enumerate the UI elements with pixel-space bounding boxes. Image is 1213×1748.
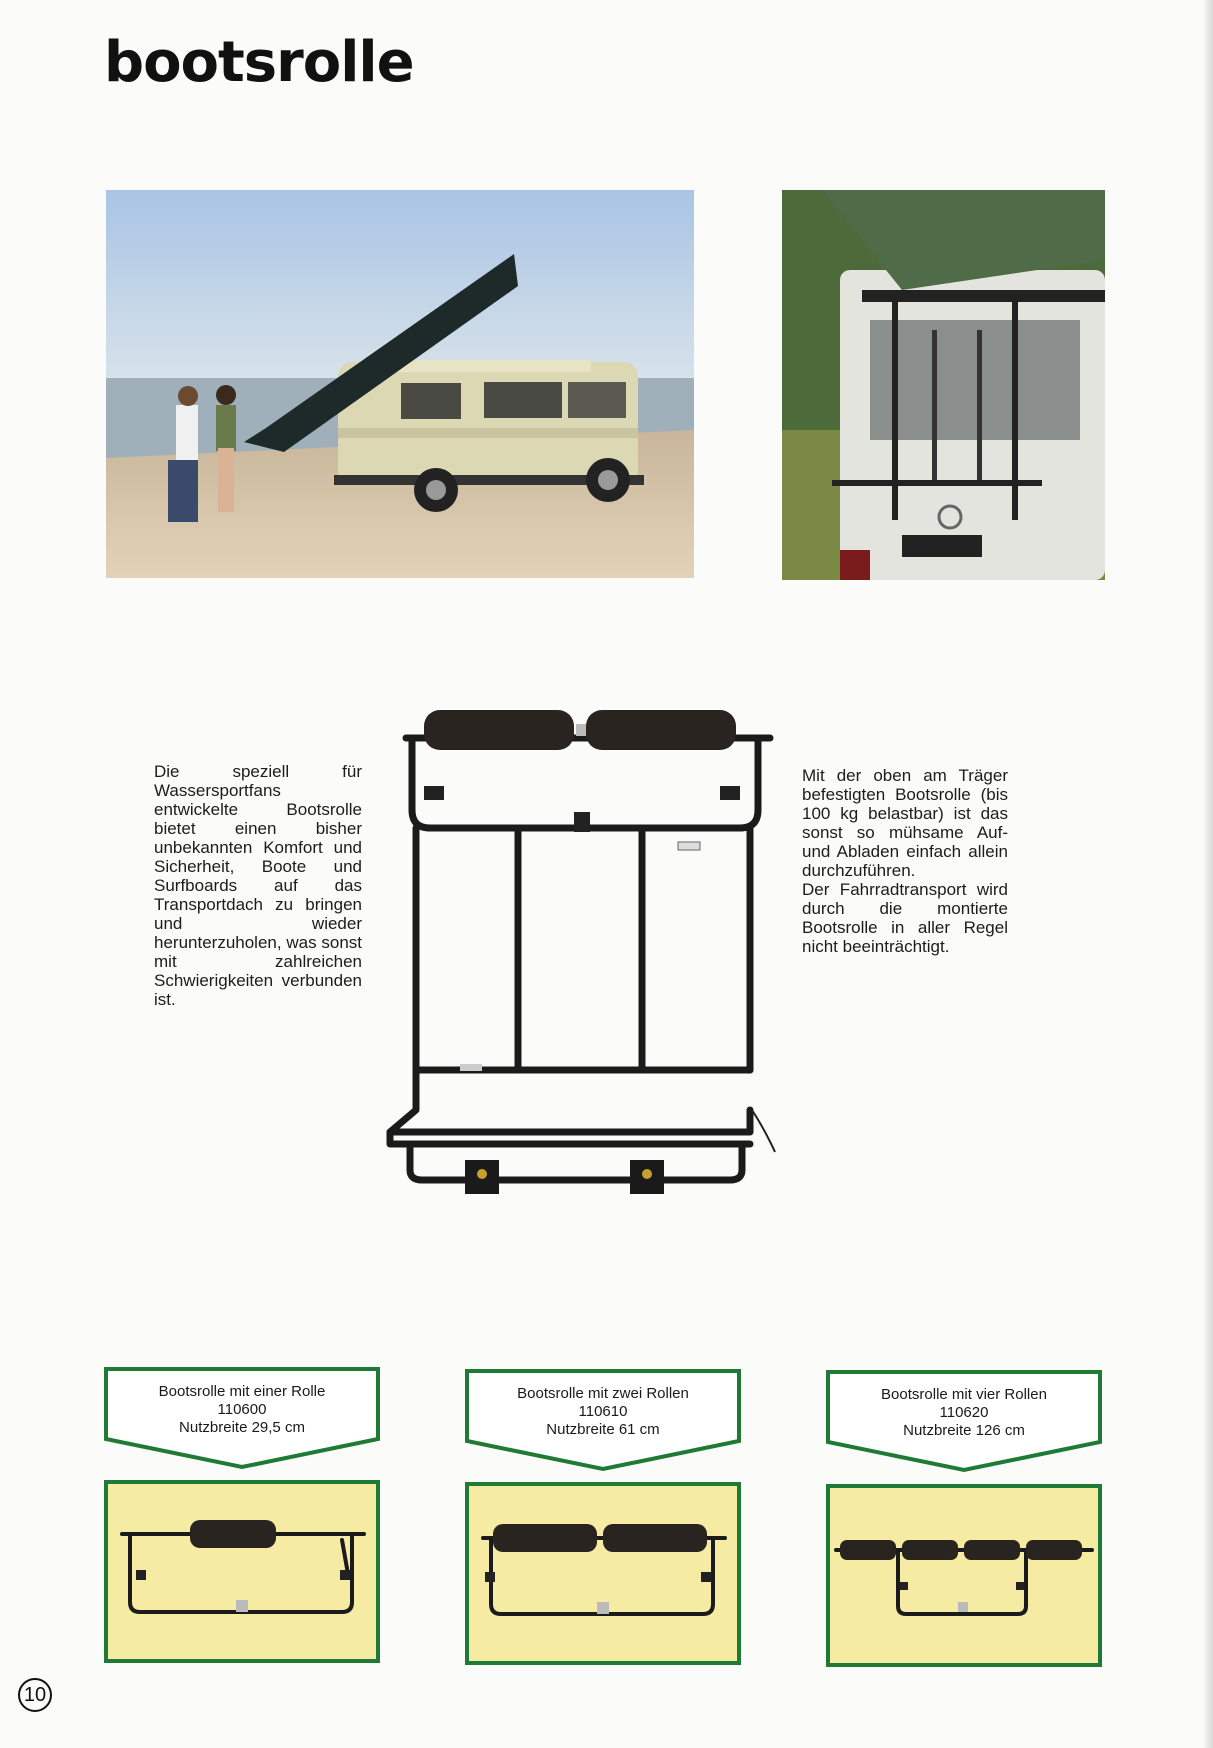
- van-rear-rack-photo: [782, 190, 1105, 580]
- variant-name: Bootsrolle mit einer Rolle: [158, 1383, 326, 1400]
- beach-van-photo: [106, 190, 694, 578]
- page-number: 10: [18, 1678, 52, 1712]
- variant-usable-width: Nutzbreite 29,5 cm: [179, 1419, 305, 1436]
- variant-label-one-roller: [104, 1367, 380, 1473]
- variant-label-four-rollers: [826, 1370, 1102, 1476]
- variant-image-one-roller: [104, 1480, 380, 1663]
- description-right-paragraph-2: Der Fahrradtransport wird durch die montierte Bootsrolle in aller Regel nicht beeinträchtigt.: [802, 880, 1008, 956]
- description-right-paragraph-1: Mit der oben am Träger befestigten Bootsrolle (bis 100 kg belastbar) ist das sonst so mühsame Auf- und Abladen einfach allein durchzuführen.: [802, 766, 1008, 880]
- page-title: bootsrolle: [104, 30, 414, 95]
- variant-name: Bootsrolle mit vier Rollen: [881, 1386, 1047, 1403]
- variant-label-two-rollers: [465, 1369, 741, 1475]
- variant-image-four-rollers: [826, 1484, 1102, 1667]
- variant-article-number: 110610: [578, 1403, 628, 1420]
- description-left: Die speziell für Wassersportfans entwickelte Bootsrolle bietet einen bisher unbekannten Komfort und Sicherheit, Boote und Surfboards auf das Transportdach zu bringen und wieder herunterzuholen, was sonst mit zahlreichen Schwierigkeiten verbunden ist.: [154, 762, 362, 1009]
- boat-roller-rack-image: [380, 700, 800, 1250]
- description-right: [802, 766, 1008, 956]
- page-edge-shadow: [1203, 0, 1213, 1748]
- variant-article-number: 110600: [217, 1401, 267, 1418]
- variant-usable-width: Nutzbreite 61 cm: [546, 1421, 660, 1438]
- variant-usable-width: Nutzbreite 126 cm: [903, 1422, 1025, 1439]
- variant-name: Bootsrolle mit zwei Rollen: [517, 1385, 689, 1402]
- variant-article-number: 110620: [939, 1404, 989, 1421]
- variant-image-two-rollers: [465, 1482, 741, 1665]
